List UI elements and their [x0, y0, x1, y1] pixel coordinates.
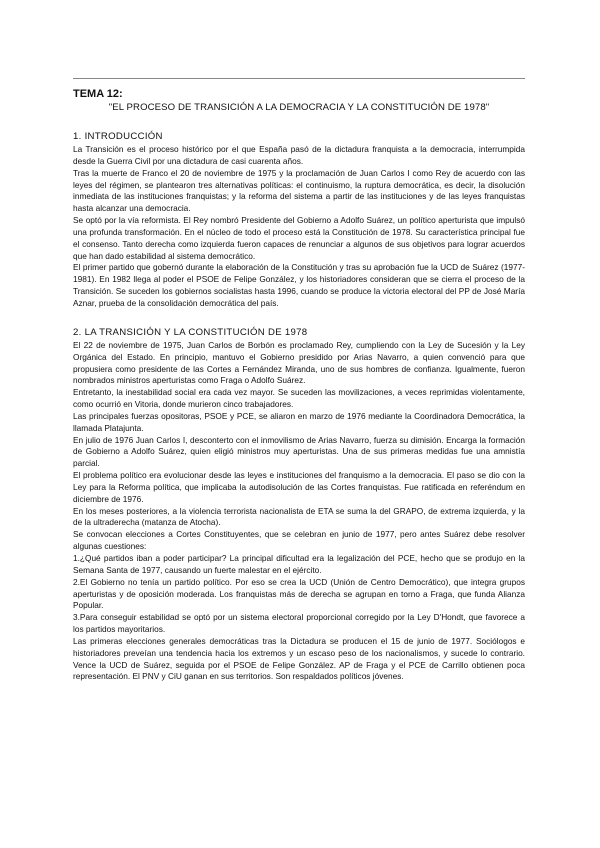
topic-heading: TEMA 12:: [73, 88, 123, 100]
paragraph: Tras la muerte de Franco el 20 de noviembre de 1975 y la proclamación de Juan Carlos I como Rey de acuerdo con las leyes del régimen, se plantearon tres alternativas políticas: el continuismo, la ruptura democrática, es decir, la disolución inmediata de las instituciones franquistas; y la reforma del sistema a partir de las instituciones y de las leyes franquistas hasta alcanzar una democracia.: [73, 167, 525, 214]
section-title-introduccion: 1. INTRODUCCIÓN: [73, 131, 163, 142]
paragraph: Se optó por la vía reformista. El Rey nombró Presidente del Gobierno a Adolfo Suárez, un político aperturista que impulsó una profunda transformación. En el núcleo de todo el proceso está la Constitución de 1978. Su característica principal fue el consenso. Tanto derecha como izquierda fueron capaces de renunciar a algunos de sus objetivos para lograr acuerdos que han dado estabilidad al sistema democrático.: [73, 215, 525, 261]
paragraph: Entretanto, la inestabilidad social era cada vez mayor. Se suceden las movilizaciones, a veces reprimidas violentamente, como ocurrió en Vitoria, donde murieron cinco trabajadores.: [73, 387, 525, 410]
paragraph: El 22 de noviembre de 1975, Juan Carlos de Borbón es proclamado Rey, cumpliendo con la Ley de Sucesión y la Ley Orgánica del Estado. En principio, mantuvo el Gobierno presidido por Arias Navarro, a quien convenció para que propusiera como presidente de las Cortes a Fernández Miranda, uno de sus hombres de confianza. Igualmente, fueron nombrados ministros aperturistas como Fraga o Adolfo Suárez.: [73, 339, 525, 386]
list-item: 1.¿Qué partidos iban a poder participar? La principal dificultad era la legalización del PCE, hecho que se produjo en la Semana Santa de 1977, causando un fuerte malestar en el ejército.: [73, 553, 525, 575]
list-item: 2.El Gobierno no tenía un partido político. Por eso se crea la UCD (Unión de Centro Democrático), que integra grupos aperturistas y de oposición moderada. Los franquistas más de derecha se agrupan en torno a Fraga, que funda Alianza Popular.: [73, 576, 525, 611]
paragraph: La Transición es el proceso histórico por el que España pasó de la dictadura franquista a la democracia, interrumpida desde la Guerra Civil por una dictadura de casi cuarenta años.: [73, 144, 525, 166]
section-title-transicion: 2. LA TRANSICIÓN Y LA CONSTITUCIÓN DE 1978: [73, 326, 308, 338]
document-page: [73, 78, 525, 683]
paragraph: El problema político era evolucionar desde las leyes e instituciones del franquismo a la democracia. El paso se dio con la Ley para la Reforma política, que implicaba la autodisolución de las Cortes franquistas. Fue ratificada en referéndum en diciembre de 1976.: [73, 470, 525, 504]
paragraph: Las primeras elecciones generales democráticas tras la Dictadura se producen el 15 de junio de 1977. Sociólogos e historiadores preveían una tendencia hacia los extremos y un escaso peso de los nacionalismos, y sucede lo contrario. Vence la UCD de Suárez, seguida por el PSOE de Felipe González. AP de Fraga y el PCE de Carrillo obtienen poca representación. El PNV y CiU ganan en sus territorios. Son respaldados políticos jóvenes.: [73, 635, 525, 682]
paragraph: En los meses posteriores, a la violencia terrorista nacionalista de ETA se suma la del GRAPO, de extrema izquierda, y la de la ultraderecha (matanza de Atocha).: [73, 505, 525, 528]
list-item: 3.Para conseguir estabilidad se optó por un sistema electoral proporcional corregido por la Ley D'Hondt, que favorece a los partidos mayoritarios.: [73, 612, 525, 635]
paragraph: Se convocan elecciones a Cortes Constituyentes, que se celebran en junio de 1977, pero antes Suárez debe resolver algunas cuestiones:: [73, 529, 525, 552]
document-title: "EL PROCESO DE TRANSICIÓN A LA DEMOCRACIA Y LA CONSTITUCIÓN DE 1978": [108, 102, 490, 113]
paragraph: Las principales fuerzas opositoras, PSOE y PCE, se aliaron en marzo de 1976 mediante la Coordinadora Democrática, la llamada Platajunta.: [73, 410, 525, 433]
paragraph: En julio de 1976 Juan Carlos I, desconterto con el inmovilismo de Arias Navarro, fuerza su dimisión. Encarga la formación de Gobierno a Adolfo Suárez, quien eligió ministros muy aperturistas. Una de sus primeras medidas fue una amnistía parcial.: [73, 434, 525, 469]
paragraph: El primer partido que gobernó durante la elaboración de la Constitución y tras su aprobación fue la UCD de Suárez (1977-1981). En 1982 llega al poder el PSOE de Felipe González, y los historiadores consideran que se cierra el proceso de la Transición. Se suceden los gobiernos socialistas hasta 1996, cuando se produce la victoria electoral del PP de José María Aznar, prueba de la consolidación democrática del país.: [73, 262, 525, 308]
top-rule: [73, 78, 525, 79]
